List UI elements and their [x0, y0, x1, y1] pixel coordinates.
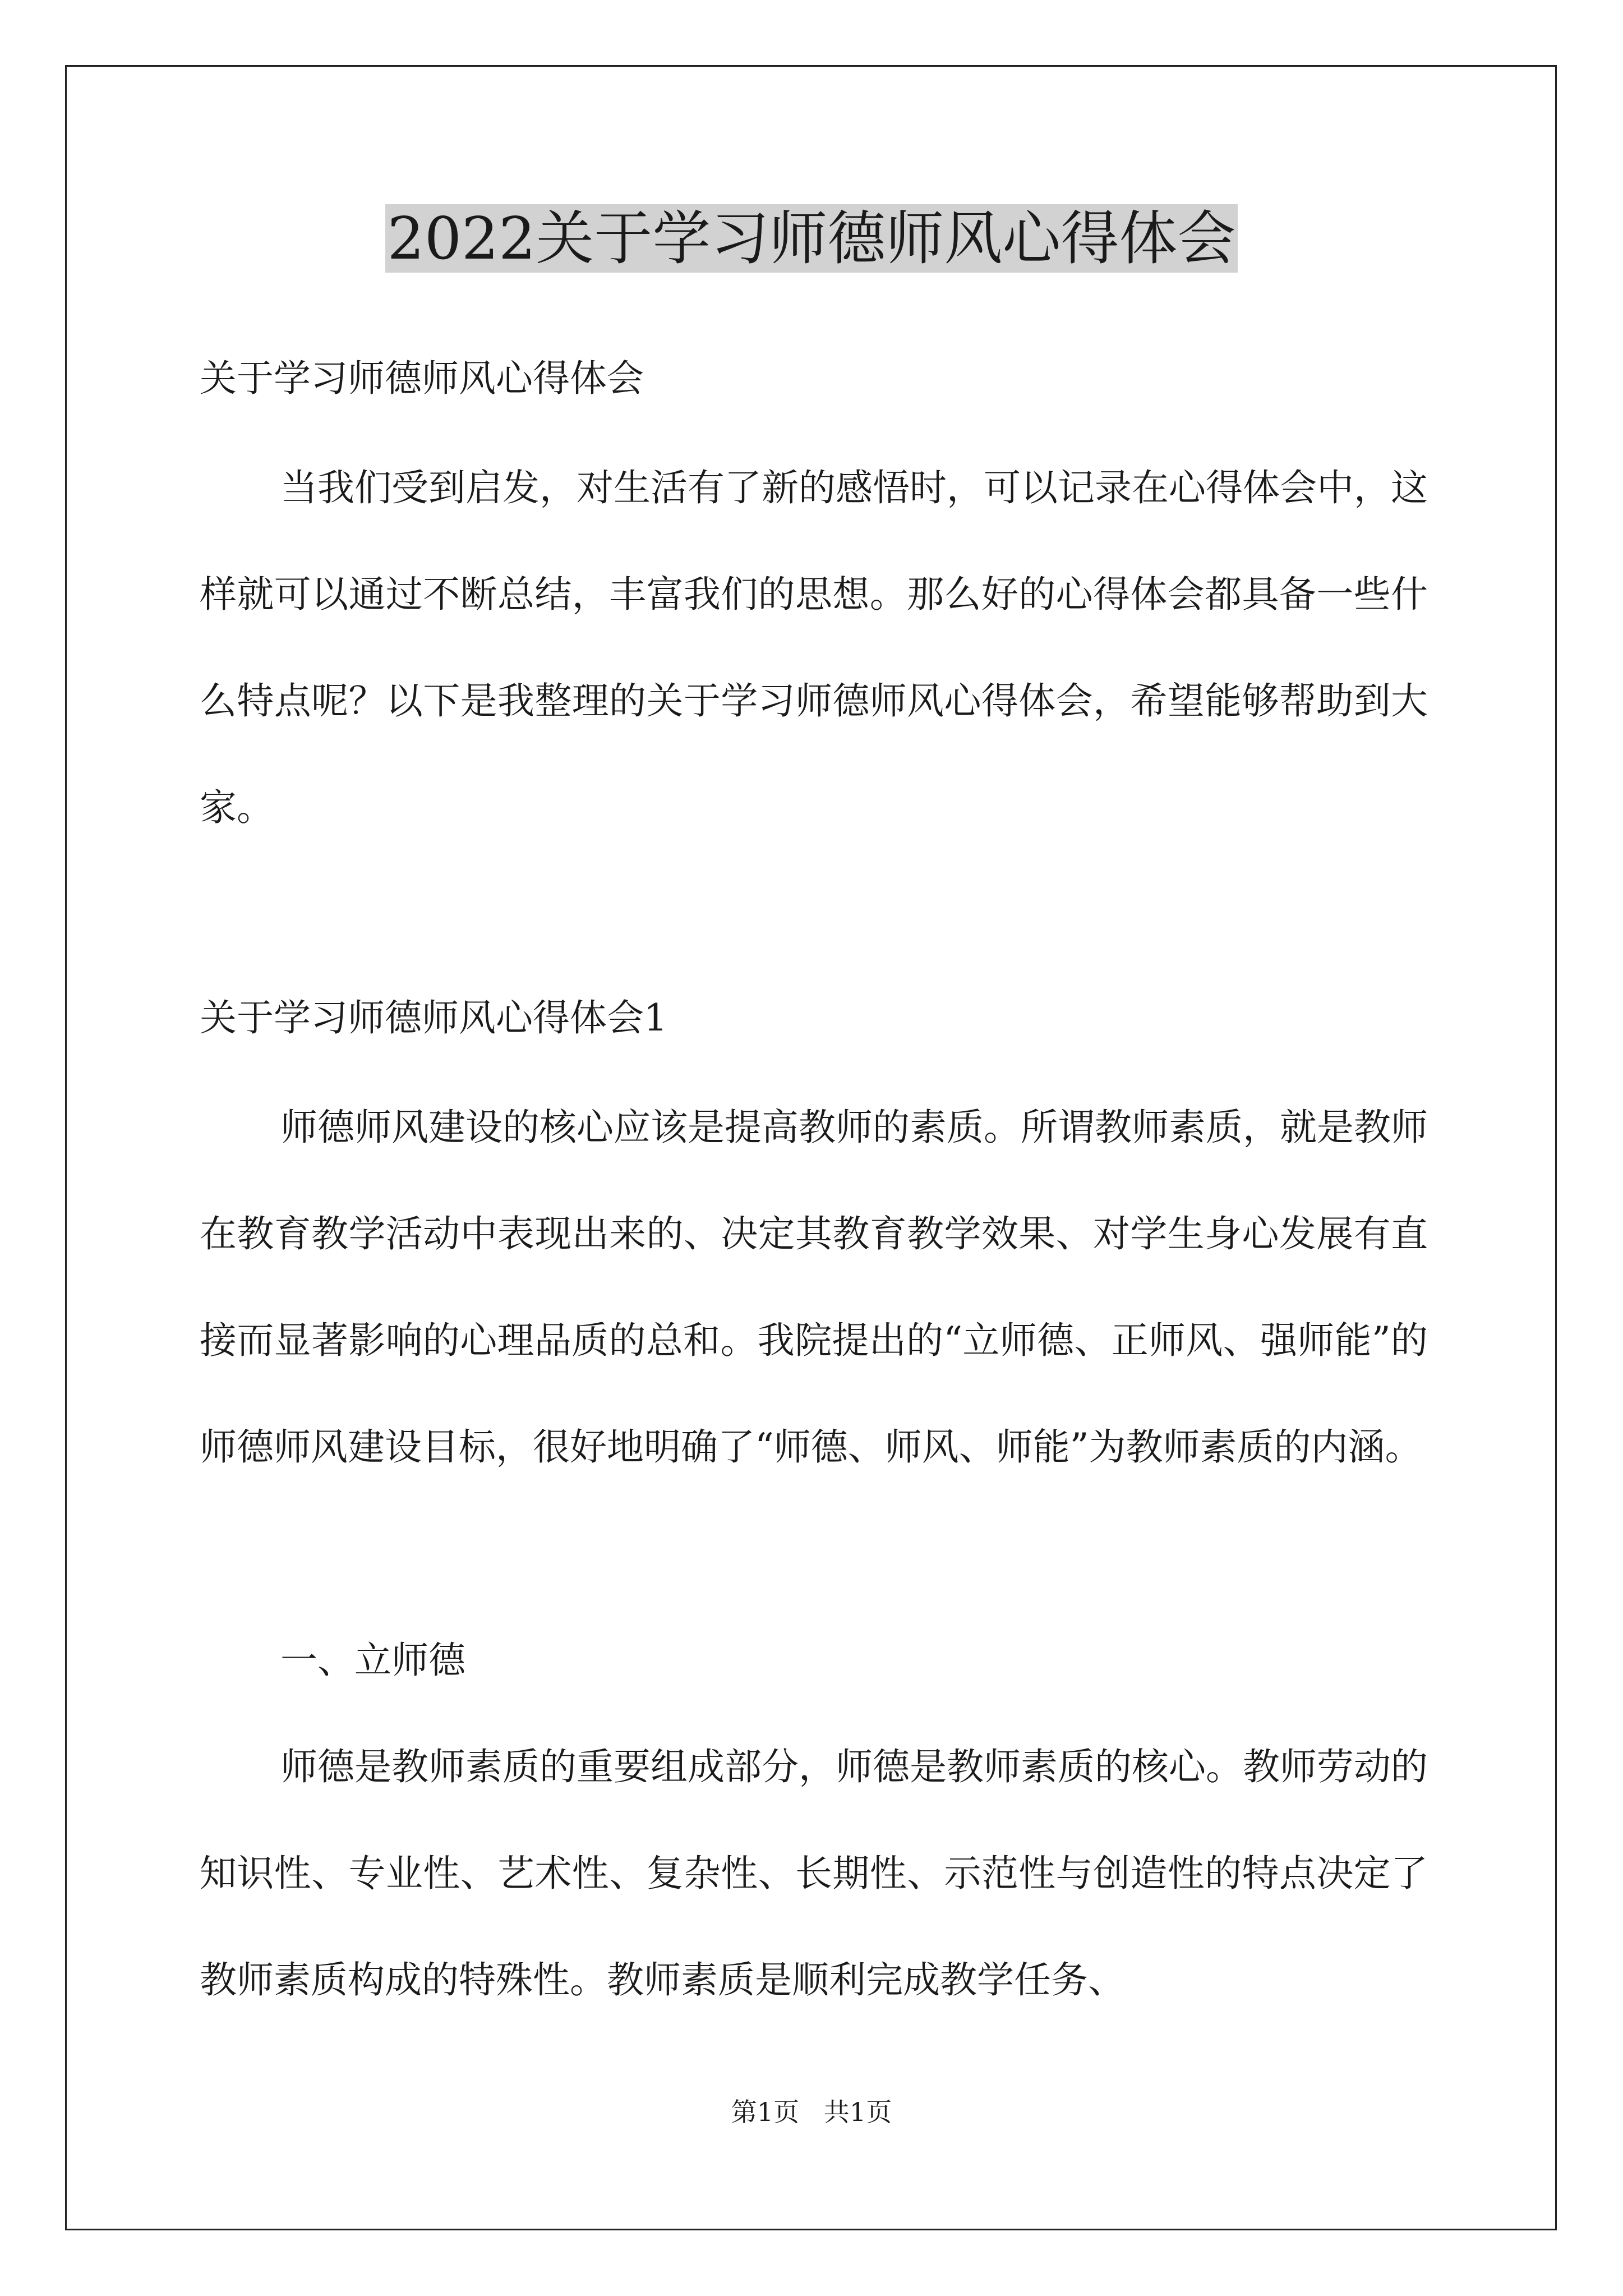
intro-paragraph: 当我们受到启发，对生活有了新的感悟时，可以记录在心得体会中，这样就可以通过不断总结，丰富我们的思想。那么好的心得体会都具备一些什么特点呢？以下是我整理的关于学习师德师风心得体会，希望能够帮助到大家。 [200, 466, 1428, 829]
document-title [0, 199, 1623, 278]
document-title-text: 2022关于学习师德师风心得体会 [385, 204, 1238, 273]
page-footer: 第1页 共1页 [731, 2097, 892, 2127]
body-paragraph-2: 师德是教师素质的重要组成部分，师德是教师素质的核心。教师劳动的知识性、专业性、艺术性、复杂性、长期性、示范性与创造性的特点决定了教师素质构成的特殊性。教师素质是顺利完成教学任务、 [200, 1745, 1428, 2001]
document-subtitle: 关于学习师德师风心得体会 [200, 357, 644, 400]
section-heading: 关于学习师德师风心得体会1 [200, 996, 667, 1039]
body-paragraph-1: 师德师风建设的核心应该是提高教师的素质。所谓教师素质，就是教师在教育教学活动中表现出来的、决定其教育教学效果、对学生身心发展有直接而显著影响的心理品质的总和。我院提出的“立师德、正师风、强师能”的师德师风建设目标，很好地明确了“师德、师风、师能”为教师素质的内涵。 [200, 1106, 1428, 1469]
point-heading-1: 一、立师德 [280, 1639, 465, 1682]
